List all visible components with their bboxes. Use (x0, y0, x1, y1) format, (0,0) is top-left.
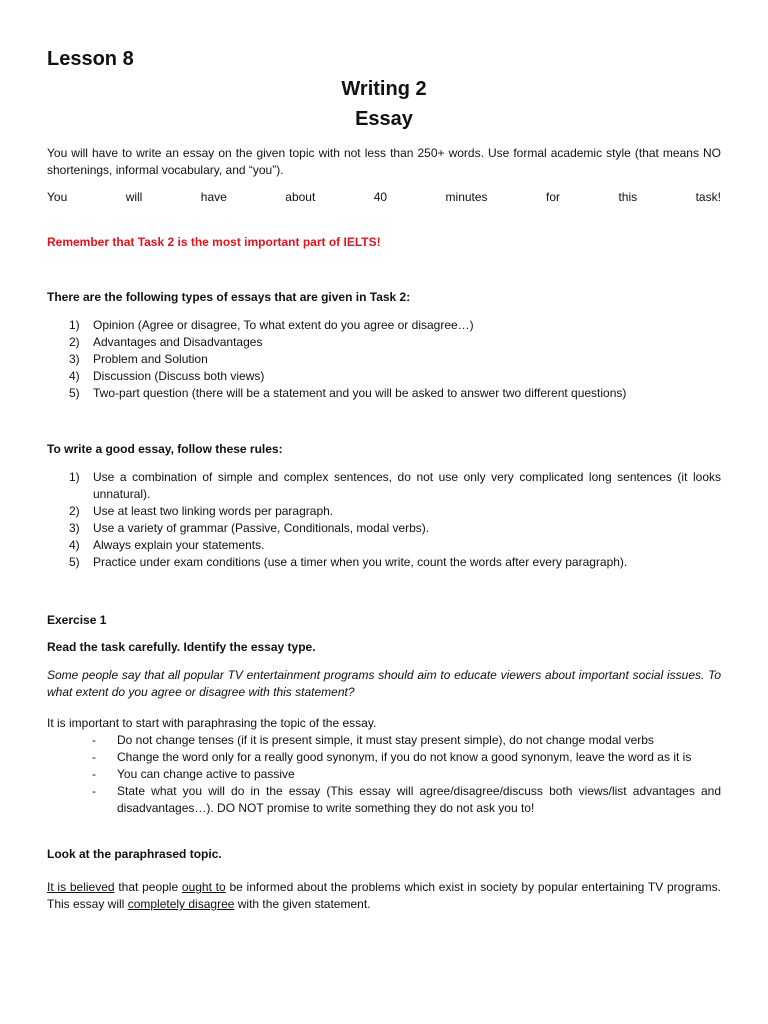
list-item-text: Advantages and Disadvantages (93, 335, 263, 349)
list-item-text: Use at least two linking words per paragraph. (93, 504, 334, 518)
heading-writing: Writing 2 (341, 78, 427, 100)
time-word: task! (695, 190, 721, 204)
list-number: 2) (69, 504, 80, 518)
look-heading: Look at the paraphrased topic. (47, 847, 222, 861)
paraphrase-text: be informed about the problems which exist in society by popular entertaining TV programs. This essay will (47, 880, 721, 911)
paraphrase-intro: It is important to start with paraphrasing the topic of the essay. (47, 716, 377, 730)
time-word: minutes (445, 190, 488, 204)
time-word: for (546, 190, 561, 204)
task-instruction: Read the task carefully. Identify the essay type. (47, 640, 316, 654)
tip-text: You can change active to passive (117, 767, 295, 781)
types-heading: There are the following types of essays that are given in Task 2: (47, 290, 411, 304)
list-item-text: Opinion (Agree or disagree, To what extent do you agree or disagree…) (93, 318, 474, 332)
intro-paragraph: You will have to write an essay on the given topic with not less than 250+ words. Use formal academic style (that means NO shortenings, informal vocabulary, and “you”). (47, 146, 721, 177)
list-item-text: Always explain your statements. (93, 538, 265, 552)
underlined-phrase: ought to (181, 880, 226, 894)
tip-text: Do not change tenses (if it is present simple, it must stay present simple), do not change modal verbs (117, 733, 654, 747)
essay-type-item (47, 351, 721, 368)
rule-item (47, 503, 721, 520)
task-text: Some people say that all popular TV entertainment programs should aim to educate viewers about important social issues. To what extent do you agree or disagree with this statement? (47, 668, 721, 699)
dash-bullet: - (92, 784, 96, 798)
essay-type-item (47, 385, 721, 402)
time-word: You (47, 190, 68, 204)
list-item-text: Two-part question (there will be a statement and you will be asked to answer two different questions) (93, 386, 627, 400)
dash-bullet: - (92, 767, 96, 781)
rule-item (47, 520, 721, 537)
paraphrase-tip (47, 749, 721, 766)
tip-text: Change the word only for a really good synonym, if you do not know a good synonym, leave the word as it is (117, 750, 692, 764)
list-number: 2) (69, 335, 80, 349)
list-item-text: Problem and Solution (93, 352, 208, 366)
underlined-phrase: completely disagree (127, 897, 235, 911)
reminder-text: Remember that Task 2 is the most important part of IELTS! (47, 235, 381, 249)
time-word: this (618, 190, 638, 204)
paraphrase-tip (47, 732, 721, 749)
tip-text: State what you will do in the essay (This essay will agree/disagree/discuss both views/list advantages and disadvantages…). DO NOT promise to write something they do not ask you to! (117, 784, 721, 815)
dash-bullet: - (92, 750, 96, 764)
essay-type-item (47, 368, 721, 385)
paraphrase-text: with the given statement. (234, 897, 371, 911)
essay-type-item (47, 317, 721, 334)
list-item-text: Practice under exam conditions (use a timer when you write, count the words after every paragraph). (93, 555, 628, 569)
list-number: 5) (69, 555, 80, 569)
paraphrased-topic (47, 879, 721, 913)
paraphrase-tip (47, 783, 721, 817)
essay-type-item (47, 334, 721, 351)
lesson-title: Lesson 8 (47, 48, 134, 70)
time-word: have (200, 190, 227, 204)
time-word: will (125, 190, 143, 204)
exercise-title: Exercise 1 (47, 613, 107, 627)
time-line (47, 189, 721, 206)
time-word: about (285, 190, 316, 204)
underlined-phrase: It is believed (47, 880, 115, 894)
essay-types-list (47, 317, 721, 402)
list-number: 3) (69, 352, 80, 366)
paraphrase-tip (47, 766, 721, 783)
heading-essay: Essay (355, 108, 413, 130)
rule-item (47, 537, 721, 554)
list-number: 5) (69, 386, 80, 400)
list-number: 1) (69, 318, 80, 332)
list-item-text: Use a variety of grammar (Passive, Conditionals, modal verbs). (93, 521, 430, 535)
paraphrase-text: that people (114, 880, 182, 894)
rules-heading: To write a good essay, follow these rules: (47, 442, 283, 456)
dash-bullet: - (92, 733, 96, 747)
list-item-text: Discussion (Discuss both views) (93, 369, 265, 383)
rules-list (47, 469, 721, 571)
list-item-text: Use a combination of simple and complex sentences, do not use only very complicated long sentences (it looks unnatural). (93, 470, 721, 501)
rule-item (47, 554, 721, 571)
list-number: 1) (69, 470, 80, 484)
list-number: 3) (69, 521, 80, 535)
paraphrase-tips-list (47, 732, 721, 817)
list-number: 4) (69, 369, 80, 383)
time-word: 40 (373, 190, 388, 204)
list-number: 4) (69, 538, 80, 552)
rule-item (47, 469, 721, 503)
